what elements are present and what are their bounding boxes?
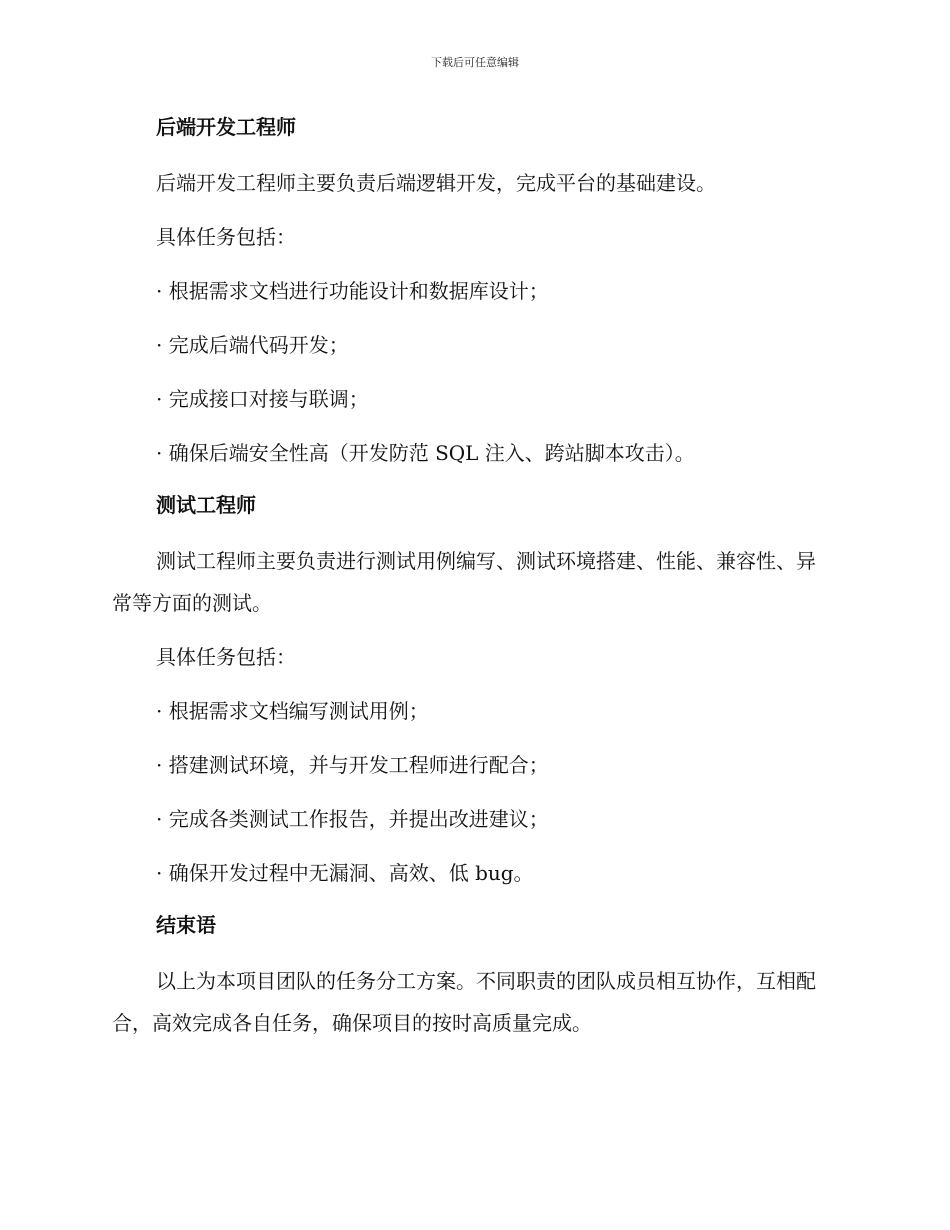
backend-task-item: · 完成后端代码开发；	[156, 333, 349, 357]
backend-task-item: · 确保后端安全性高（开发防范 SQL 注入、跨站脚本攻击）。	[156, 441, 695, 465]
section-heading-backend: 后端开发工程师	[156, 115, 296, 139]
testing-task-item: · 根据需求文档编写测试用例；	[156, 699, 429, 723]
testing-task-item: · 完成各类测试工作报告，并提出改进建议；	[156, 807, 549, 831]
backend-tasks-label: 具体任务包括：	[156, 225, 296, 249]
document-body	[112, 108, 834, 1056]
backend-task-item: · 完成接口对接与联调；	[156, 387, 369, 411]
conclusion-paragraph: 以上为本项目团队的任务分工方案。不同职责的团队成员相互协作，互相配合，高效完成各自任务，确保项目的按时高质量完成。	[112, 969, 816, 1035]
page-header: 下载后可任意编辑	[431, 56, 519, 69]
backend-task-item: · 根据需求文档进行功能设计和数据库设计；	[156, 279, 549, 303]
testing-task-item: · 搭建测试环境，并与开发工程师进行配合；	[156, 753, 549, 777]
section-heading-conclusion: 结束语	[156, 913, 216, 937]
section-heading-testing: 测试工程师	[156, 493, 256, 517]
testing-tasks-label: 具体任务包括：	[156, 645, 296, 669]
backend-intro-paragraph: 后端开发工程师主要负责后端逻辑开发，完成平台的基础建设。	[156, 171, 716, 195]
testing-task-item: · 确保开发过程中无漏洞、高效、低 bug。	[156, 861, 534, 885]
testing-intro-paragraph: 测试工程师主要负责进行测试用例编写、测试环境搭建、性能、兼容性、异常等方面的测试。	[112, 549, 816, 615]
